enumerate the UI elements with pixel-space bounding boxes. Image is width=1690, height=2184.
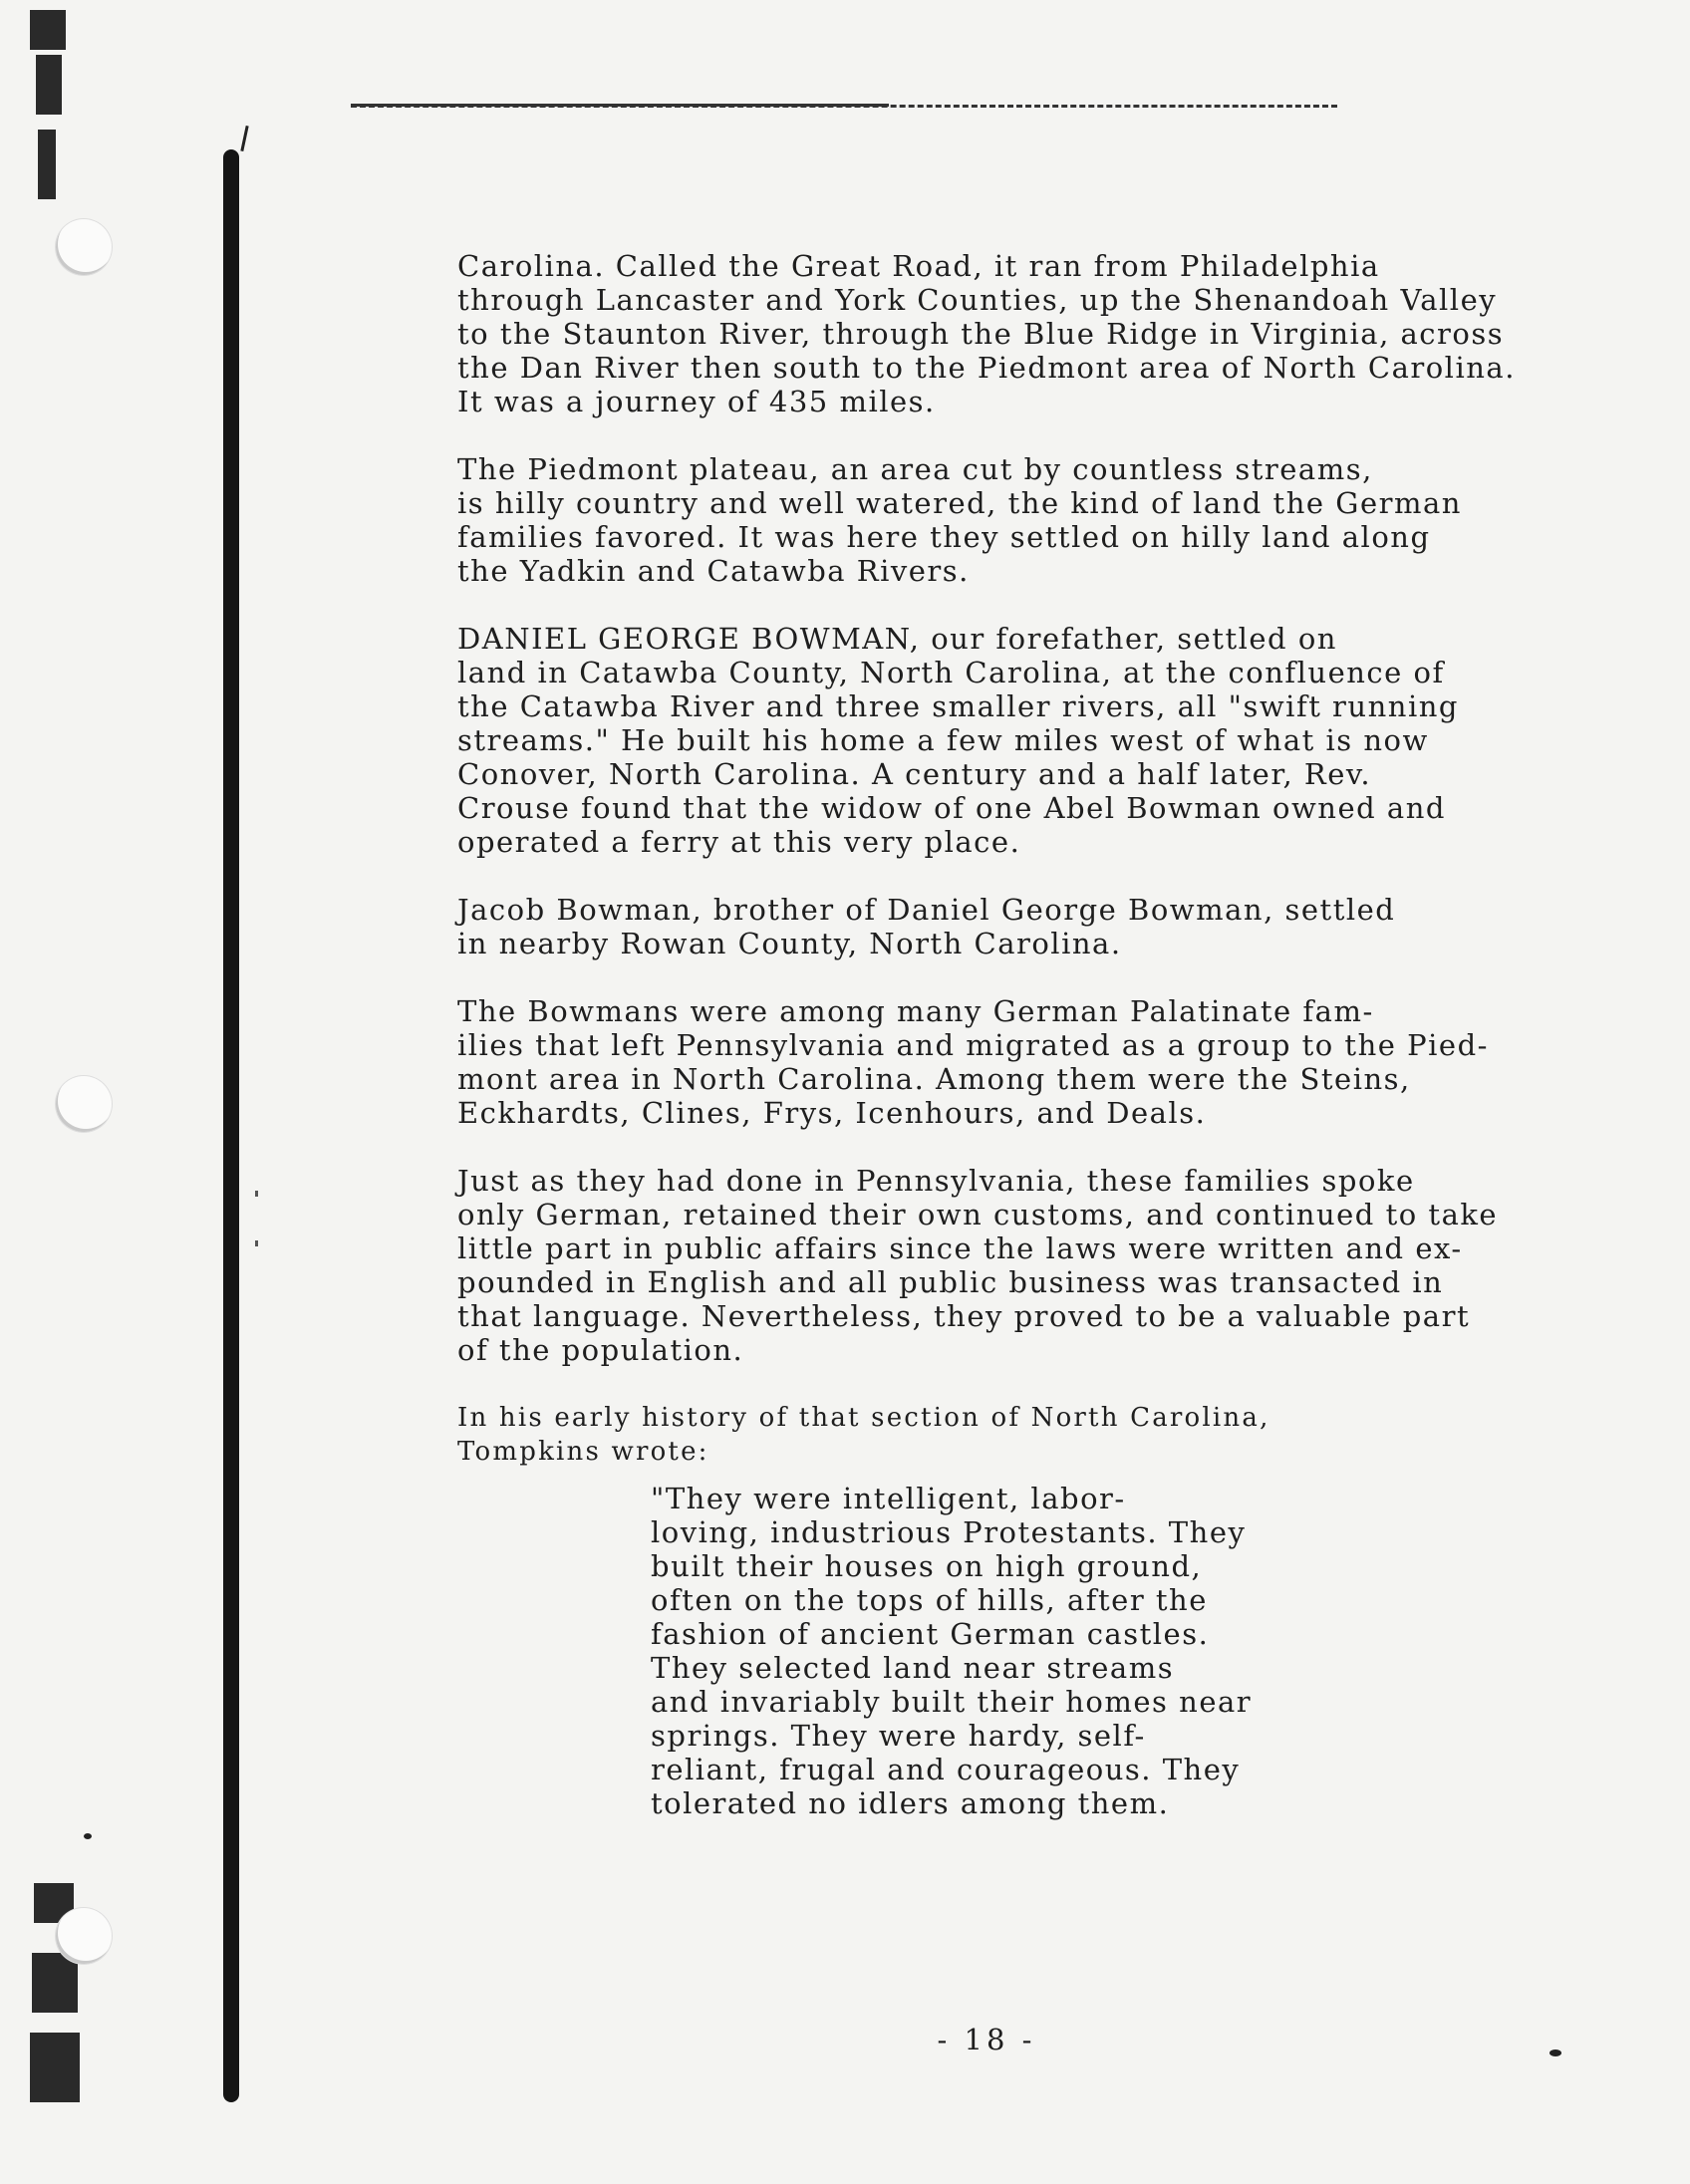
binder-edge-shadow: [223, 149, 239, 2102]
scan-artifact: [38, 130, 56, 199]
paragraph-jacob-bowman: Jacob Bowman, brother of Daniel George Bowman, settled in nearby Rowan County, North Carolina.: [457, 893, 1396, 960]
paragraph-daniel-george-bowman: DANIEL GEORGE BOWMAN, our forefather, settled on land in Catawba County, North Carolina, at the confluence of the Catawba River and three smaller rivers, all "swift running streams." He built his home a few miles west of what is now Conover, North Carolina. A century and a half later, Rev. Crouse found that the widow of one Abel Bowman owned and operated a ferry at this very place.: [457, 622, 1459, 859]
body-text: [457, 249, 1553, 1502]
paragraph-spoke-german: Just as they had done in Pennsylvania, these families spoke only German, retained their own customs, and continued to take little part in public affairs since the laws were written and ex- pounded in English and all public business was transacted in that language. Nevertheless, they proved to be a valuable part of the population.: [457, 1164, 1499, 1367]
paragraph-palatinate-families: The Bowmans were among many German Palatinate fam- ilies that left Pennsylvania and migrated as a group to the Pied- mont area in North Carolina. Among them were the Steins, Eckhardts, Clines, Frys, Icenhours, and Deals.: [457, 994, 1489, 1130]
block-quote-tompkins: "They were intelligent, labor- loving, industrious Protestants. They built their houses on high ground, often on the tops of hills, after the fashion of ancient German castles. They selected land near streams and invariably built their homes near springs. They were hardy, self- reliant, frugal and courageous. They tolerated no idlers among them.: [651, 1482, 1253, 1820]
top-edge-line-solid: [351, 104, 889, 107]
paragraph-great-road: Carolina. Called the Great Road, it ran from Philadelphia through Lancaster and York Counties, up the Shenandoah Valley to the Staunton River, through the Blue Ridge in Virginia, across the Dan River then south to the Piedmont area of North Carolina. It was a journey of 435 miles.: [457, 249, 1516, 418]
binder-edge-tip: [240, 126, 248, 151]
binder-punch-hole: [56, 1076, 112, 1132]
paragraph-piedmont-plateau: The Piedmont plateau, an area cut by countless streams, is hilly country and well watered, the kind of land the German families favored. It was here they settled on hilly land along the Yadkin and Catawba Rivers.: [457, 452, 1462, 588]
binder-punch-hole: [56, 219, 112, 275]
paragraph-tompkins-intro: In his early history of that section of North Carolina, Tompkins wrote:: [457, 1403, 1270, 1467]
dust-speck: [1549, 2049, 1561, 2056]
binder-punch-hole: [56, 1908, 112, 1964]
dust-speck: [255, 1240, 258, 1246]
scan-artifact: [32, 1953, 78, 2013]
scan-artifact: [30, 10, 66, 50]
scan-artifact: [30, 2033, 80, 2102]
dust-speck: [255, 1191, 258, 1197]
scan-artifact: [36, 55, 62, 115]
page-number: - 18 -: [937, 2023, 1036, 2056]
dust-speck: [84, 1833, 92, 1839]
